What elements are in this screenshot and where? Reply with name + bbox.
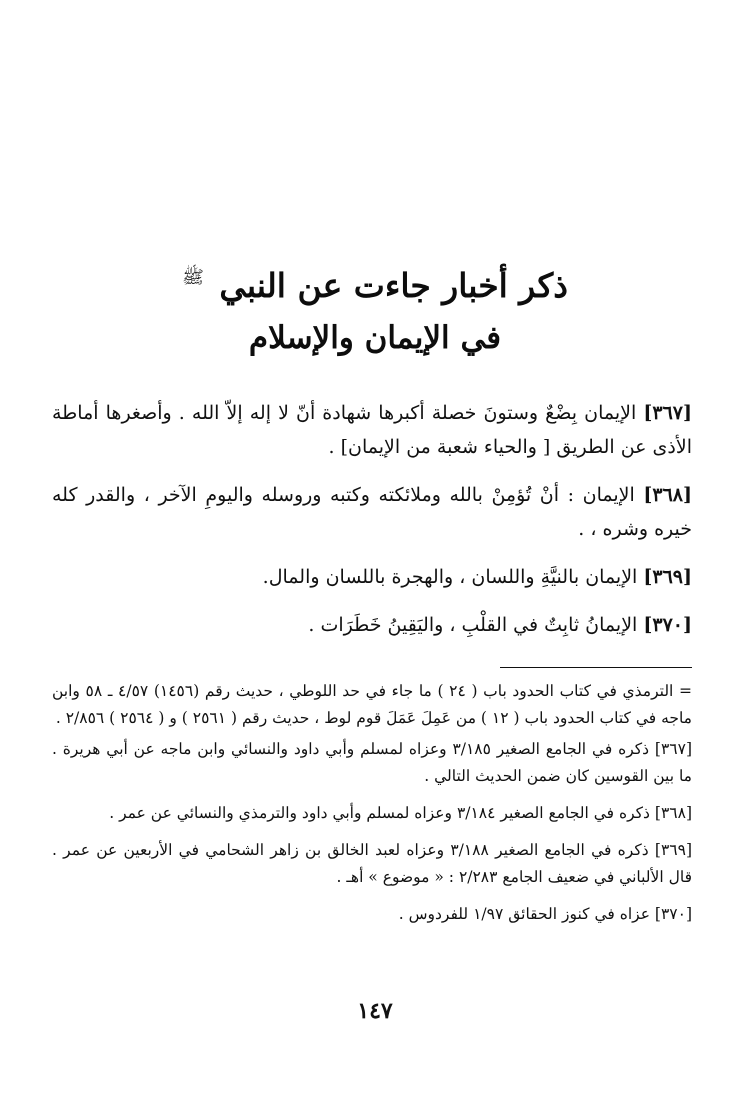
footnote-text: ذكره في الجامع الصغير ٣/١٨٤ وعزاه لمسلم وأبي داود والترمذي والنسائي عن عمر . — [109, 804, 650, 822]
hadith-369 — [52, 560, 692, 594]
hadith-number: [٣٦٨] — [643, 484, 692, 506]
hadith-text: الإيمان بالنيَّةِ واللسان ، والهجرة باللسان والمال. — [262, 566, 638, 588]
hadith-367 — [52, 396, 692, 464]
hadith-text: الإيمانُ ثابِتٌ في القلْبِ ، واليَقِينُ خَطَرَات . — [308, 614, 638, 636]
footnote-370 — [52, 901, 692, 928]
footnote-367 — [52, 736, 692, 790]
hadith-370 — [52, 608, 692, 642]
hadith-number: [٣٦٧] — [643, 402, 692, 424]
footnote-marker: [٣٦٧] — [654, 740, 693, 758]
footnote-text: ذكره في الجامع الصغير ٣/١٨٨ وعزاه لعبد الخالق بن زاهر الشحامي في الأربعين عن عمر . قال الألباني في ضعيف الجامع ٢/٢٨٣ : « موضوع » أهـ . — [52, 841, 692, 886]
chapter-heading-text-1: ذكر أخبار جاءت عن النبي — [219, 266, 568, 305]
hadith-number: [٣٧٠] — [643, 614, 692, 636]
salawat-symbol: ﷺ — [182, 267, 204, 288]
hadith-368 — [52, 478, 692, 546]
hadith-text: الإيمان : أنْ تُؤمِنْ بالله وملائكته وكتبه وروسله واليومِ الآخر ، والقدر كله خيره وشره ، . — [52, 484, 692, 540]
footnote-text: ذكره في الجامع الصغير ٣/١٨٥ وعزاه لمسلم وأبي داود والنسائي وابن ماجه عن أبي هريرة . ما بين القوسين كان ضمن الحديث التالي . — [52, 740, 692, 785]
footnote-continuation — [52, 678, 692, 732]
hadith-list — [52, 396, 692, 656]
footnote-369 — [52, 837, 692, 891]
chapter-heading-line-1 — [0, 252, 750, 312]
footnotes — [52, 678, 692, 938]
page-number: ١٤٧ — [357, 998, 393, 1024]
hadith-number: [٣٦٩] — [643, 566, 692, 588]
footnote-368 — [52, 800, 692, 827]
footnote-text: عزاه في كنوز الحقائق ١/٩٧ للفردوس . — [398, 905, 650, 923]
footnote-text: الترمذي في كتاب الحدود باب ( ٢٤ ) ما جاء في حد اللوطي ، حديث رقم (١٤٥٦) ٤/٥٧ ـ ٥٨ وابن ماجه في كتاب الحدود باب ( ١٢ ) من عَمِلَ عَمَلَ قوم لوط ، حديث رقم ( ٢٥٦١ ) و ( ٢٥٦٤ ) ٢/٨٥٦ . — [52, 682, 692, 727]
chapter-heading — [0, 252, 750, 364]
footnote-marker: [٣٦٨] — [654, 804, 692, 822]
footnote-marker: [٣٦٩] — [654, 841, 692, 859]
footnote-divider — [500, 667, 692, 668]
chapter-heading-line-2: في الإيمان والإسلام — [248, 320, 502, 356]
footnote-marker: = — [679, 682, 693, 700]
hadith-text: الإيمان بِضْعٌ وستونَ خصلة أكبرها شهادة أنّ لا إله إلاّ الله . وأصغرها أماطة الأذى عن الطريق [ والحياء شعبة من الإيمان] . — [52, 402, 692, 458]
footnote-marker: [٣٧٠] — [654, 905, 692, 923]
